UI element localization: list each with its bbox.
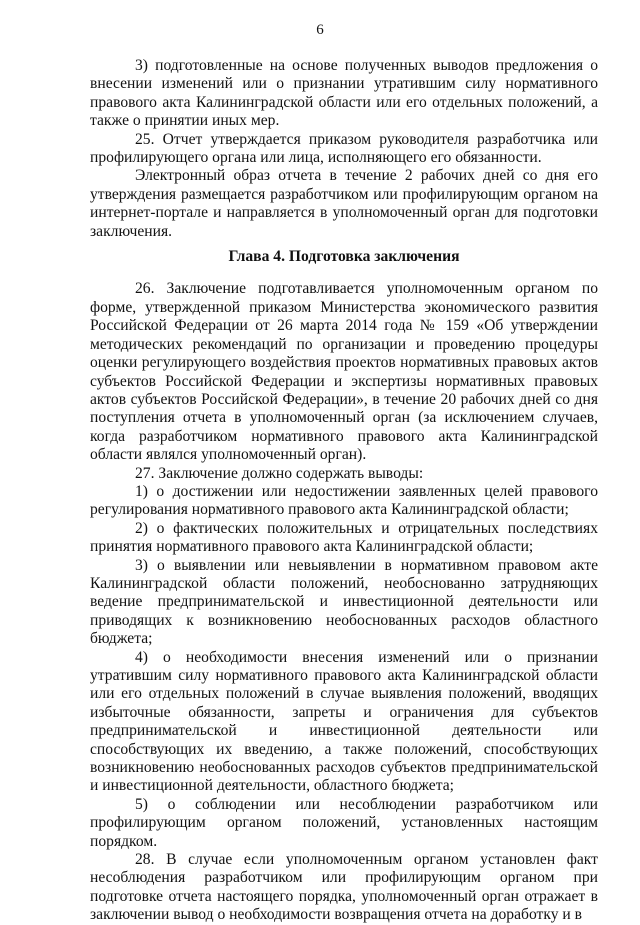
paragraph-26: 26. Заключение подготавливается уполномоченным органом по форме, утвержденной приказом Министерства экономического развития Российской Федерации от 26 марта 2014 года № 159 «Об утверждении методических рекомендаций по организации и проведению процедуры оценки регулирующего воздействия проектов нормативных правовых актов субъектов Российской Федерации и экспертизы нормативных правовых актов субъектов Российской Федерации», в течение 20 рабочих дней со дня поступления отчета в уполномоченный орган (за исключением случаев, когда разработчиком нормативного правового акта Калининградской области являлся уполномоченный орган). (90, 280, 598, 464)
paragraph-27: 27. Заключение должно содержать выводы: (135, 464, 424, 482)
paragraph-electronic-copy: Электронный образ отчета в течение 2 рабочих дней со дня его утверждения размещается разработчиком или профилирующим органом на интернет-портале и направляется в уполномоченный орган для подготовки заключения. (90, 167, 598, 240)
conclusion-item-5: 5) о соблюдении или несоблюдении разработчиком или профилирующим органом положений, установленных настоящим порядком. (90, 795, 598, 850)
paragraph-28: 28. В случае если уполномоченным органом установлен факт несоблюдения разработчиком или профилирующим органом при подготовке отчета настоящего порядка, уполномоченный орган отражает в заключении вывод о необходимости возвращения отчета на доработку и в (90, 851, 598, 924)
page-number: 6 (316, 22, 324, 38)
paragraph-item-3: 3) подготовленные на основе полученных выводов предложения о внесении изменений или о признании утратившим силу нормативного правового акта Калининградской области или его отдельных положений, а также о принятии иных мер. (90, 57, 598, 130)
paragraph-25: 25. Отчет утверждается приказом руководителя разработчика или профилирующего органа или лица, исполняющего его обязанности. (90, 130, 598, 167)
chapter-heading: Глава 4. Подготовка заключения (228, 248, 460, 266)
document-body (90, 57, 598, 925)
conclusion-item-4: 4) о необходимости внесения изменений или о признании утратившим силу нормативного правового акта Калининградской области или его отдельных положений в случае выявления положений, вводящих избыточные обязанности, запреты и ограничения для субъектов предпринимательской и инвестиционной деятельности или способствующих их введению, а также положений, способствующих возникновению необоснованных расходов субъектов предпринимательской и инвестиционной деятельности, областного бюджета; (90, 648, 598, 795)
conclusion-item-1: 1) о достижении или недостижении заявленных целей правового регулирования нормативного правового акта Калининградской области; (90, 482, 598, 519)
conclusion-item-3: 3) о выявлении или невыявлении в нормативном правовом акте Калининградской области положений, необоснованно затрудняющих ведение предпринимательской и инвестиционной деятельности или приводящих к возникновению необоснованных расходов областного бюджета; (90, 556, 598, 648)
conclusion-item-2: 2) о фактических положительных и отрицательных последствиях принятия нормативного правового акта Калининградской области; (90, 519, 598, 556)
